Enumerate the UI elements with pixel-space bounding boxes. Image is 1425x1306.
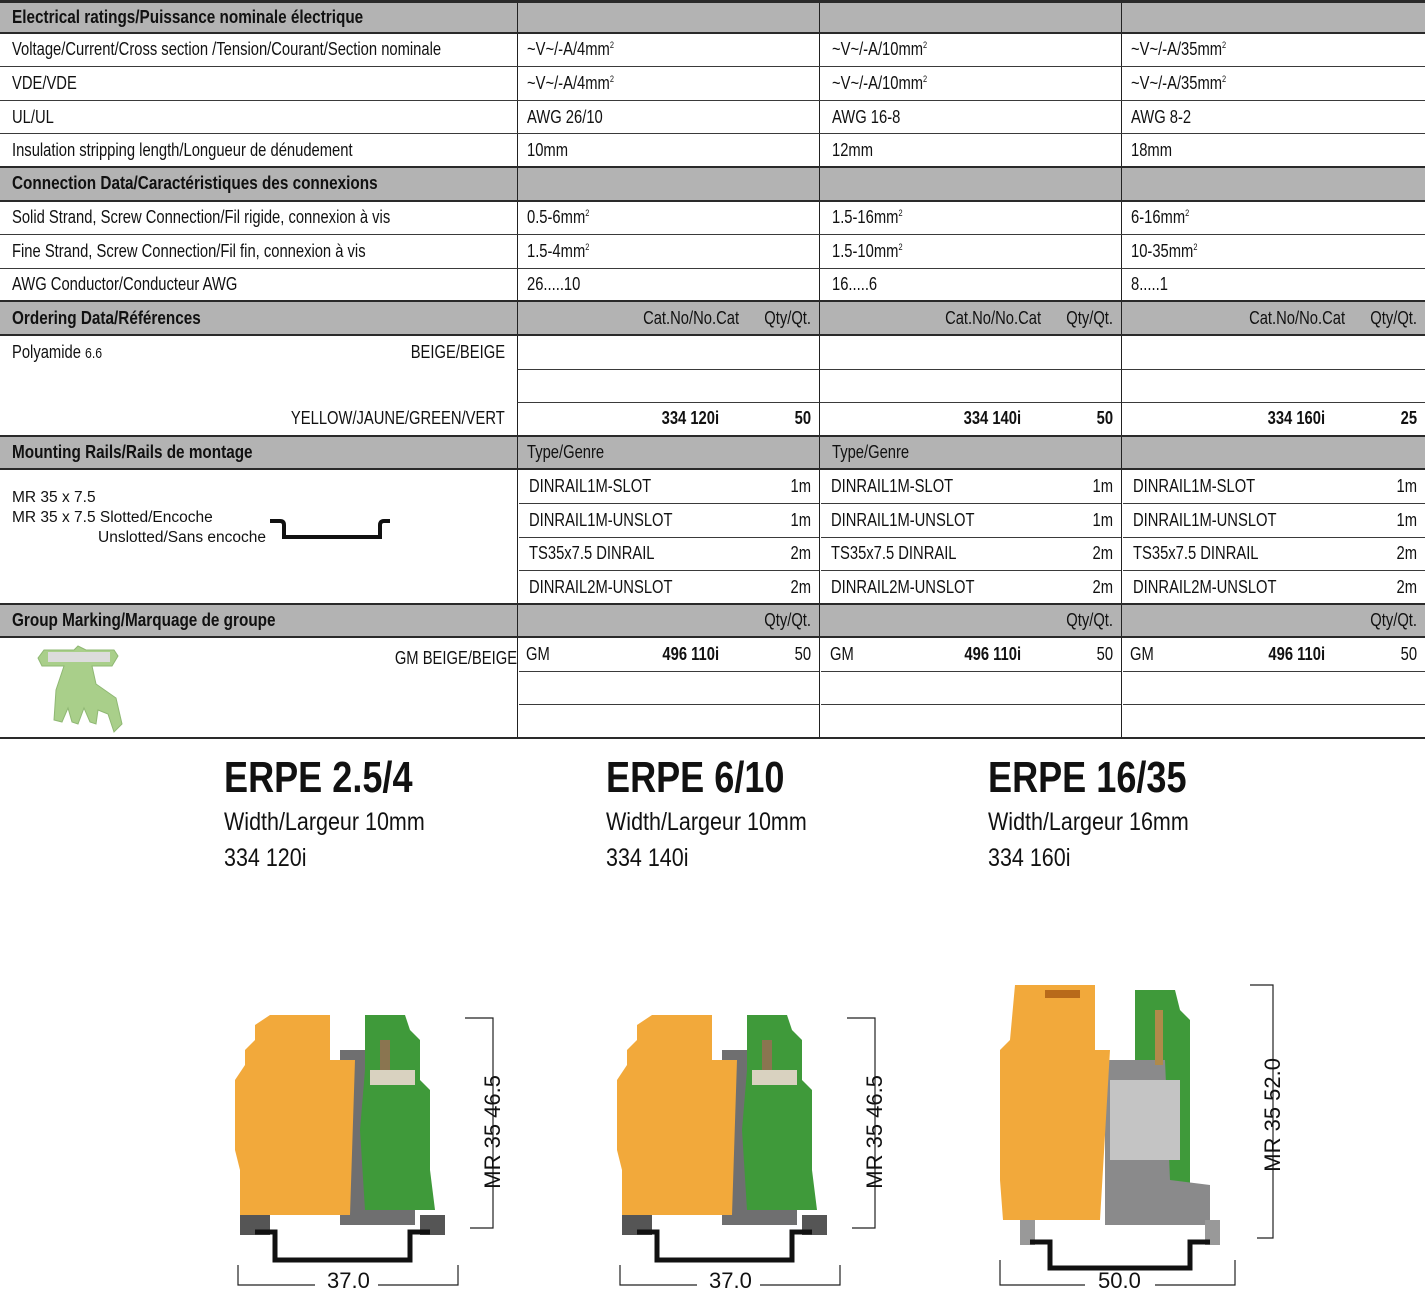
cell-value: 18mm: [1131, 139, 1173, 160]
cell-value: 10mm: [527, 139, 569, 160]
cell-value: 6-16mm: [1131, 207, 1186, 228]
qty-header: Qty/Qt.: [1066, 610, 1113, 630]
height-dimension: MR 35 46.5: [862, 1075, 887, 1189]
gm-row: GM 496 110i 50: [821, 638, 1121, 672]
row-label: Fine Strand, Screw Connection/Fil fin, connexion à vis: [12, 240, 366, 261]
table-row: [0, 101, 1425, 135]
section-title: Ordering Data/Références: [12, 307, 201, 328]
cell-value: ~V~/-A/35mm: [1131, 72, 1223, 93]
cell-value: ~V~/-A/35mm: [1131, 39, 1223, 60]
cat-no: 334 120i: [661, 408, 719, 429]
section-title: Electrical ratings/Puissance nominale électrique: [12, 6, 364, 27]
qty-header: Qty/Qt.: [1066, 307, 1113, 328]
product-cat-no: 334 120i: [224, 844, 307, 872]
cat-no-header: Cat.No/No.Cat: [945, 307, 1041, 328]
cell-value: ~V~/-A/4mm: [527, 39, 610, 60]
rail-row: DINRAIL1M-UNSLOT 1m: [1123, 504, 1425, 538]
cell-value: AWG 8-2: [1131, 106, 1192, 127]
cell-value: AWG 26/10: [527, 106, 603, 127]
din-rail-profile-icon: [268, 515, 393, 545]
product-name: ERPE 2.5/4: [224, 753, 413, 802]
cell-value: 26.....10: [527, 274, 581, 295]
product-width: Width/Largeur 10mm: [224, 808, 425, 836]
product-width: Width/Largeur 16mm: [988, 808, 1189, 836]
cell-value: ~V~/-A/10mm: [832, 39, 924, 60]
table-row: [0, 134, 1425, 168]
height-dimension: MR 35 52.0: [1260, 1058, 1285, 1172]
table-row: VDE/VDE $\sim V\sim/-A/4mm^2$ $\sim V\sim/-A/10mm^2$ $\sim V\sim/-A/35mm^2$: [0, 67, 1425, 101]
gm-row-empty: [821, 672, 1121, 706]
row-label: Voltage/Current/Cross section /Tension/Courant/Section nominale: [12, 39, 442, 60]
table-row: Fine Strand, Screw Connection/Fil fin, connexion à vis $1.5-4mm^2$ $1.5-10mm^2$ $10-35mm^2$: [0, 235, 1425, 269]
rail-row: DINRAIL1M-UNSLOT 1m: [519, 504, 819, 538]
rail-description: MR 35 x 7.5 MR 35 x 7.5 Slotted/Encoche Unslotted/Sans encoche: [12, 489, 267, 547]
terminal-block-drawing-2: [612, 1010, 892, 1300]
qty: 25: [1400, 408, 1417, 429]
product-erpe-2-5-4: [224, 752, 457, 876]
cat-no-header: Cat.No/No.Cat: [1249, 307, 1345, 328]
cell-value: 1.5-4mm: [527, 240, 586, 261]
table-row: [0, 269, 1425, 303]
qty: 50: [794, 408, 811, 429]
product-cat-no: 334 160i: [988, 844, 1071, 872]
section-header-connection: [0, 168, 1425, 202]
rails-block: [0, 470, 1425, 604]
gm-row-empty: [519, 672, 819, 706]
product-width: Width/Largeur 10mm: [606, 808, 807, 836]
row-label: UL/UL: [12, 106, 54, 127]
material-label: Polyamide: [12, 342, 81, 363]
cell-value: ~V~/-A/10mm: [832, 72, 924, 93]
cell-value: 12mm: [832, 139, 874, 160]
row-label: AWG Conductor/Conducteur AWG: [12, 274, 238, 295]
rail-row: DINRAIL2M-UNSLOT 2m: [529, 577, 811, 598]
terminal-block-drawing-1: [230, 1010, 510, 1300]
color-label-yellow-green: YELLOW/JAUNE/GREEN/VERT: [291, 408, 505, 429]
qty: 50: [1096, 408, 1113, 429]
cell-value: 1.5-16mm: [832, 207, 899, 228]
row-label: Solid Strand, Screw Connection/Fil rigide, connexion à vis: [12, 207, 391, 228]
width-dimension: 37.0: [709, 1268, 752, 1293]
width-dimension: 50.0: [1098, 1268, 1141, 1293]
cat-no: 334 140i: [963, 408, 1021, 429]
rail-row: DINRAIL1M-SLOT 1m: [519, 470, 819, 504]
cat-no: 334 160i: [1267, 408, 1325, 429]
cell-value: 0.5-6mm: [527, 207, 586, 228]
table-row-beige: Polyamide 6.6 BEIGE/BEIGE: [0, 336, 1425, 370]
group-marker-image: [34, 644, 134, 736]
width-dimension: 37.0: [327, 1268, 370, 1293]
rail-row: DINRAIL1M-UNSLOT 1m: [821, 504, 1121, 538]
type-header: Type/Genre: [832, 442, 910, 463]
qty-header: Qty/Qt.: [764, 610, 811, 630]
gm-row: GM 496 110i 50: [519, 638, 819, 672]
cell-value: 10-35mm: [1131, 240, 1194, 261]
rail-row: DINRAIL2M-UNSLOT 2m: [1133, 577, 1417, 598]
product-name: ERPE 16/35: [988, 753, 1187, 802]
cell-value: 8.....1: [1131, 274, 1168, 295]
product-erpe-6-10: [606, 752, 839, 876]
qty-header: Qty/Qt.: [1370, 610, 1417, 630]
group-block: [0, 638, 1425, 739]
section-header-ordering: [0, 302, 1425, 336]
cat-no-header: Cat.No/No.Cat: [643, 307, 739, 328]
rail-row: TS35x7.5 DINRAIL 2m: [821, 538, 1121, 572]
rail-row: TS35x7.5 DINRAIL 2m: [1123, 538, 1425, 572]
type-header: Type/Genre: [527, 442, 605, 463]
section-title: Mounting Rails/Rails de montage: [12, 442, 253, 463]
height-dimension: MR 35 46.5: [480, 1075, 505, 1189]
product-name: ERPE 6/10: [606, 753, 785, 802]
rail-row: TS35x7.5 DINRAIL 2m: [519, 538, 819, 572]
row-label: VDE/VDE: [12, 72, 77, 93]
product-cat-no: 334 140i: [606, 844, 689, 872]
table-row: Voltage/Current/Cross section /Tension/Courant/Section nominale $\sim V\sim/-A/4mm^2$ $\sim V\sim/-A/10mm^2$ $\sim V\sim/-A/35mm^2$: [0, 34, 1425, 68]
section-title: Connection Data/Caractéristiques des connexions: [12, 173, 378, 194]
gm-row: GM 496 110i 50: [1123, 638, 1425, 672]
section-header-electrical: [0, 0, 1425, 34]
section-header-rails: [0, 437, 1425, 471]
section-header-group: [0, 605, 1425, 639]
rail-row: DINRAIL1M-SLOT 1m: [1123, 470, 1425, 504]
gm-row-empty: [1123, 672, 1425, 706]
color-label-beige: BEIGE/BEIGE: [410, 342, 505, 363]
rail-row: DINRAIL2M-UNSLOT 2m: [831, 577, 1113, 598]
table-row: Solid Strand, Screw Connection/Fil rigide, connexion à vis $0.5-6mm^2$ $1.5-16mm^2$ $6-16mm^2$: [0, 202, 1425, 236]
cell-value: 16.....6: [832, 274, 878, 295]
table-row-empty: [0, 370, 1425, 404]
cell-value: AWG 16-8: [832, 106, 901, 127]
terminal-block-drawing-3: [995, 980, 1285, 1300]
cell-value: ~V~/-A/4mm: [527, 72, 610, 93]
gm-label: GM BEIGE/BEIGE: [394, 648, 517, 669]
qty-header: Qty/Qt.: [764, 307, 811, 328]
cell-value: 1.5-10mm: [832, 240, 899, 261]
table-row-yellow-green: [0, 403, 1425, 437]
qty-header: Qty/Qt.: [1370, 307, 1417, 328]
rail-row: DINRAIL1M-SLOT 1m: [821, 470, 1121, 504]
section-title: Group Marking/Marquage de groupe: [12, 610, 276, 630]
row-label: Insulation stripping length/Longueur de dénudement: [12, 139, 353, 160]
product-erpe-16-35: [988, 752, 1230, 876]
